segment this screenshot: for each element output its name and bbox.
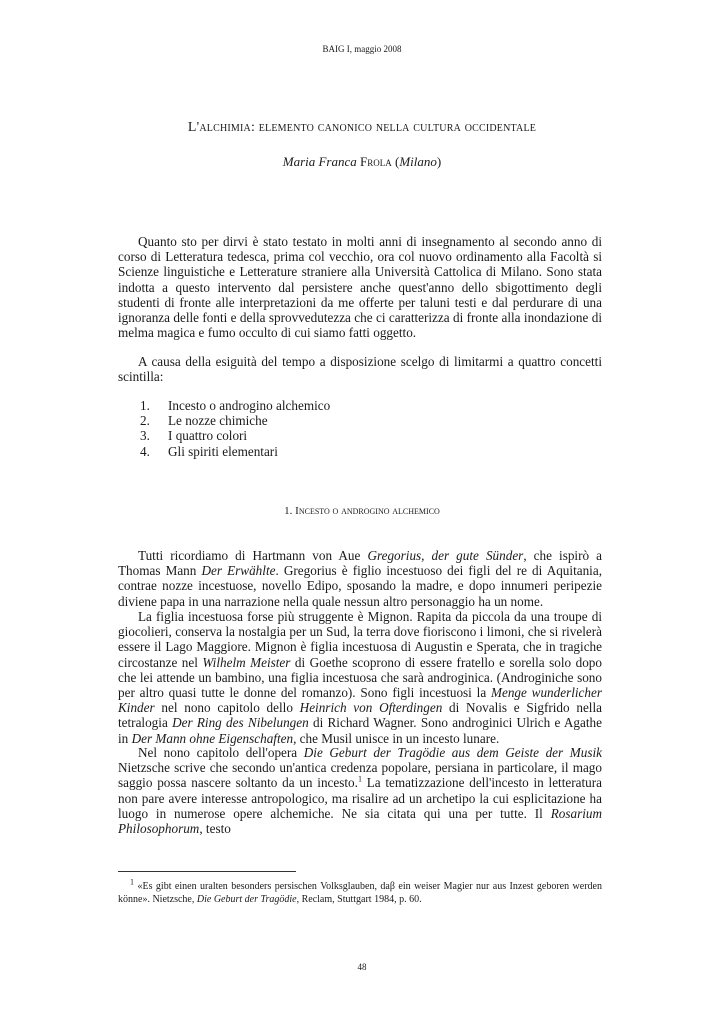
footnote-number: 1 (130, 877, 134, 887)
author-last-name: Frola (360, 154, 392, 169)
author-line: Maria Franca Frola (Milano) (282, 154, 442, 169)
article-title: L'alchimia: elemento canonico nella cultura occidentale (187, 120, 537, 135)
intro-paragraph-1: Quanto sto per dirvi è stato testato in molti anni di insegnamento al secondo anno di corso di Letteratura tedesca, prima col vecchio, ora col nuovo ordinamento alla Facoltà si Scienze linguistiche e Letterature straniere alla Università Cattolica di Milano. Sono stata indotta a questo intervento dal persistere anche quest'anno dello sbigottimento degli studenti di fronte alle interpretazioni da me offerte per taluni testi e dal perdurare di una ignoranza delle fonti e della sprovvedutezza che ci caratterizza di fronte alla inondazione di melma magica e fumo occulto di cui siamo fatti oggetto. (118, 234, 602, 341)
list-item: 4. Gli spiriti elementari (140, 443, 278, 459)
author-city: Milano (399, 154, 437, 169)
list-item: 2. Le nozze chimiche (140, 413, 268, 429)
list-item: 3. I quattro colori (140, 428, 248, 444)
concept-list (140, 398, 330, 459)
running-header: BAIG I, maggio 2008 (322, 44, 402, 54)
section-paragraph-3: Nel nono capitolo dell'opera Die Geburt der Tragödie aus dem Geiste der Musik Nietzsche scrive che secondo un'antica credenza popolare, persiana in particolare, il mago saggio possa nascere soltanto da un incesto.$^1$ La tematizzazione dell'incesto in letteratura non pare avere interesse antropologico, ma risalire ad un archetipo la cui esplicitazione ha luogo in numerose opere alchemiche. Ne sia citata qui una per tutte. Il Rosarium Philosophorum, testo (118, 745, 602, 837)
list-item: 1. Incesto o androgino alchemico (140, 398, 331, 413)
footnote: $^1$ «Es gibt einen uralten besonders persischen Volksglauben, daβ ein weiser Magier nur aus Inzest geboren werden könne». Nietzsche, Die Geburt der Tragödie, Reclam, Stuttgart 1984, p. 60. (118, 877, 602, 905)
page-number: 48 (357, 962, 367, 972)
section-paragraph-1: Tutti ricordiamo di Hartmann von Aue Gregorius, der gute Sünder, che ispirò a Thomas Mann Der Erwählte. Gregorius è figlio incestuoso dei figli del re di Aquitania, contrae nozze incestuose, novello Edipo, sposando la madre, e dopo innumeri peripezie diviene papa in una narrazione nella quale nessun altro personaggio ha un nome. (118, 548, 602, 609)
section-paragraph-2: La figlia incestuosa forse più struggente è Mignon. Rapita da piccola da una troupe di giocolieri, conserva la nostalgia per un Sud, la terra dove fioriscono i limoni, che si rivelerà essere il Lago Maggiore. Mignon è figlia incestuosa di Augustin e Sperata, che in tragiche circostanze nel Wilhelm Meister di Goethe scoprono di essere fratello e sorella solo dopo che lei attende un bambino, una figlia incestuosa che sarà androginica. (Androginiche sono per altro quasi tutte le donne del romanzo). Sono figli incestuosi la Menge wunderlicher Kinder nel nono capitolo dello Heinrich von Ofterdingen di Novalis e Sigfrido nella tetralogia Der Ring des Nibelungen di Richard Wagner. Sono androginici Ulrich e Agathe in Der Mann ohne Eigenschaften, che Musil unisce in un incesto lunare. (118, 609, 602, 746)
intro-paragraph-2: A causa della esiguità del tempo a disposizione scelgo di limitarmi a quattro concetti scintilla: (118, 354, 602, 385)
author-first-name: Maria Franca (282, 154, 357, 169)
footnote-divider (118, 871, 296, 872)
section-heading: 1. Incesto o androgino alchemico (284, 505, 440, 517)
footnote-ref[interactable]: 1 (357, 775, 362, 785)
